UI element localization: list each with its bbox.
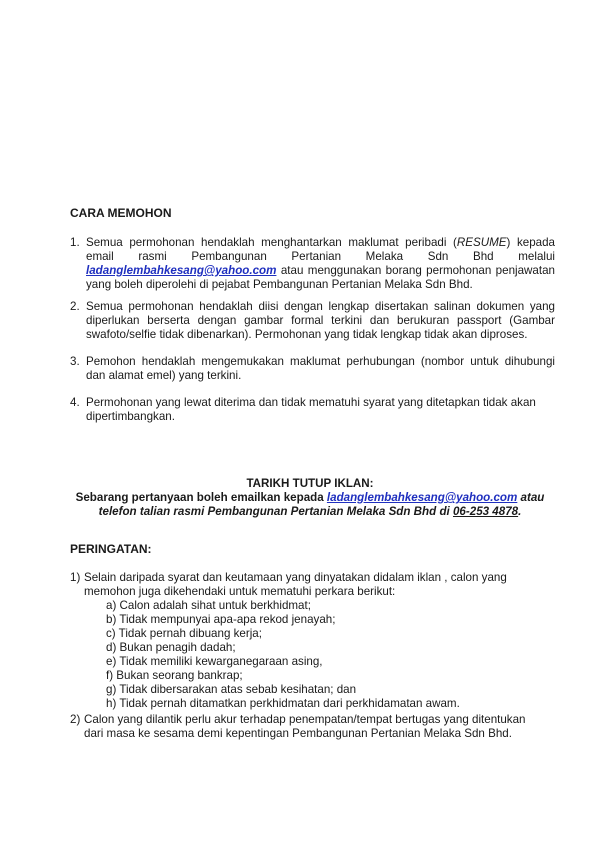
step-number: 4. [70,396,80,409]
requirement-item: a) Calon adalah sihat untuk berkhidmat; [106,599,311,612]
step-item-2-wrap [70,300,555,342]
inquiry-text: atau [517,491,545,504]
peringatan-heading: PERINGATAN: [70,542,152,556]
step-number: 3. [70,355,80,368]
warning-number: 1) [70,571,81,584]
closing-date-heading: TARIKH TUTUP IKLAN: [246,477,374,490]
requirement-item: e) Tidak memiliki kewarganegaraan asing, [106,655,323,668]
step-item-2 [70,300,555,342]
requirement-item: g) Tidak dibersarakan atas sebab kesihatan; dan [106,683,357,696]
warning-item-1 [70,571,510,711]
application-steps [70,236,555,292]
step-item-4-wrap [70,396,555,424]
step-number: 1. [70,236,80,249]
requirement-item: h) Tidak pernah ditamatkan perkhidmatan dari perkhidamatan awam. [106,697,460,710]
requirement-item: f) Bukan seorang bankrap; [106,669,243,682]
inquiry-text: Sebarang pertanyaan boleh emailkan kepada [75,491,327,504]
step-item-1 [70,236,555,292]
warning-item-1-row [70,571,510,599]
step-text: Semua permohonan hendaklah diisi dengan lengkap disertakan salinan dokumen yang diperlukan berserta dengan gambar formal terkini dan berukuran passport (Gambar swafoto/selfie tidak dibenarkan). Permohonan yang tidak lengkap tidak akan diproses. [86,300,555,341]
cara-memohon-heading: CARA MEMOHON [70,206,172,220]
step-item-3 [70,355,555,383]
step-text-part: atau menggunakan borang permohonan penjawatan yang boleh diperolehi di pejabat Pembangunan Pertanian Melaka Sdn Bhd. [86,264,555,291]
step-text: Pemohon hendaklah mengemukakan maklumat perhubungan (nombor untuk dihubungi dan alamat emel) yang terkini. [86,355,555,382]
inquiry-line-1 [60,491,560,505]
inquiry-text: . [518,505,522,518]
step-item-3-wrap [70,355,555,383]
requirement-item: c) Tidak pernah dibuang kerja; [106,627,262,640]
resume-text: RESUME [456,236,507,249]
inquiry-line-2 [60,505,560,519]
phone-number-link[interactable]: 06-253 4878 [452,505,519,518]
step-number: 2. [70,300,80,313]
warning-text: Calon yang dilantik perlu akur terhadap penempatan/tempat bertugas yang ditentukan dari masa ke sesama demi kepentingan Pembangunan Pertanian Melaka Sdn Bhd. [84,713,526,740]
requirement-item: b) Tidak mempunyai apa-apa rekod jenayah; [106,613,336,626]
requirements-list [106,599,510,711]
inquiry-text: telefon talian rasmi Pembangunan Pertanian Melaka Sdn Bhd di [98,505,453,518]
step-text-part: Semua permohonan hendaklah menghantarkan maklumat peribadi ( [86,236,457,249]
warning-number: 2) [70,713,81,726]
step-text [86,236,555,292]
warning-item-2 [70,713,530,741]
step-item-4 [70,396,555,424]
closing-date-section [60,477,560,519]
warning-text: Selain daripada syarat dan keutamaan yang dinyatakan didalam iklan , calon yang memohon juga dikehendaki untuk mematuhi perkara berikut: [84,571,507,598]
email-link[interactable]: ladanglembahkesang@yahoo.com [86,264,277,277]
warning-item-2-row [70,713,530,741]
inquiry-email-link[interactable]: ladanglembahkesang@yahoo.com [326,491,518,504]
step-text-part: ) kepada email rasmi Pembangunan Pertanian Melaka Sdn Bhd melalui [86,236,555,263]
step-text: Permohonan yang lewat diterima dan tidak mematuhi syarat yang ditetapkan tidak akan dipertimbangkan. [86,396,536,423]
requirement-item: d) Bukan penagih dadah; [106,641,236,654]
